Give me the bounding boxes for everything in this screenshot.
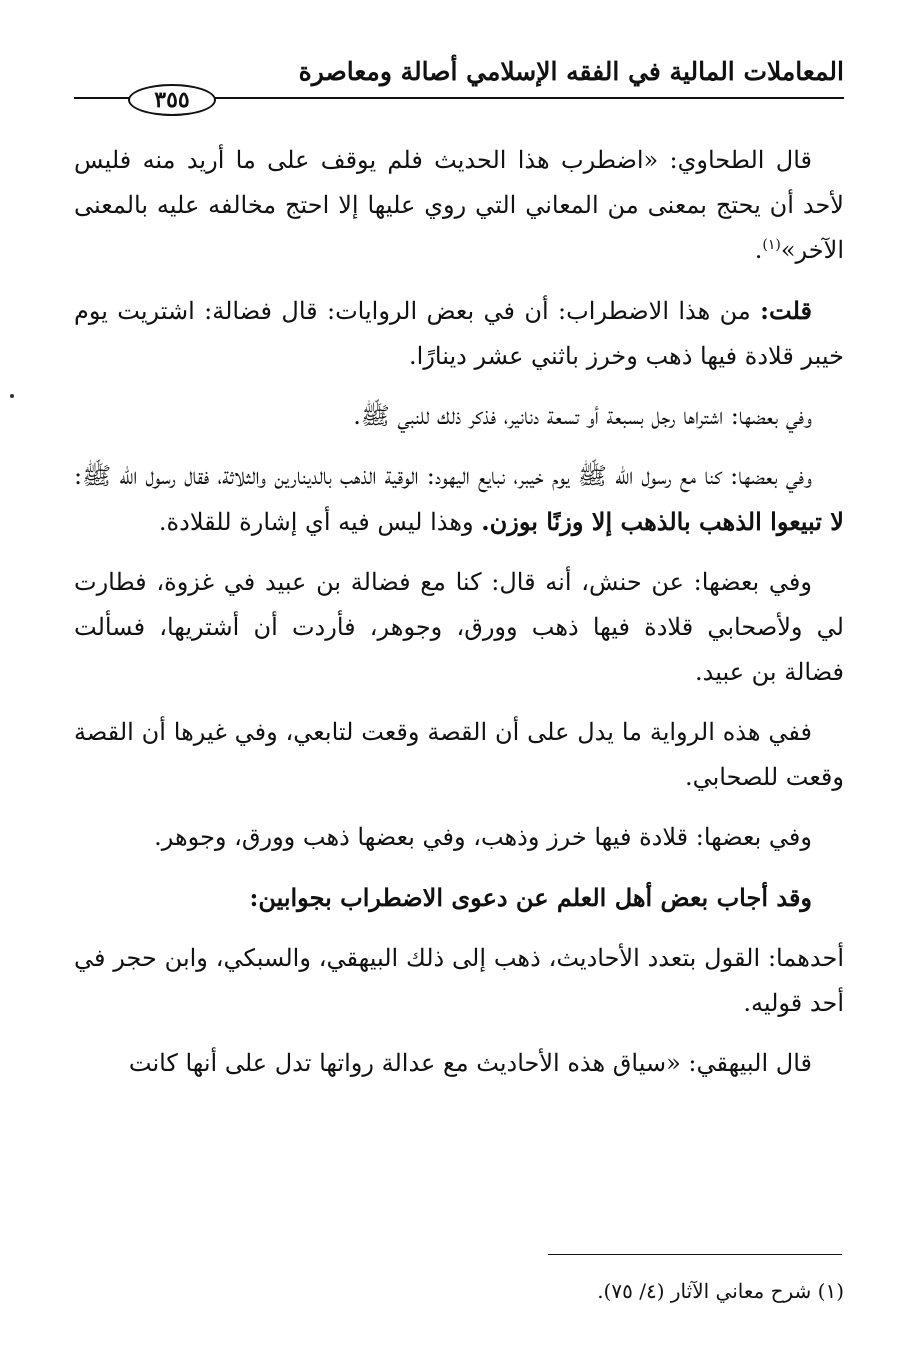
paragraph-lead: قلت: — [760, 296, 812, 325]
page-number-badge — [128, 84, 216, 116]
footnote-reference: (١) — [762, 237, 781, 253]
paragraph-text: وفي بعضها: كنا مع رسول الله ﷺ يوم خيبر، نبايع اليهود: الوقية الذهب بالدينارين والثلاثة، فقال رسول الله ﷺ: — [74, 462, 812, 490]
page-number: ٣٥٥ — [154, 87, 190, 113]
paragraph-bayhaqi-quote — [74, 1041, 844, 1086]
paragraph-variant-price — [74, 394, 844, 439]
paragraph-tabii-note — [74, 710, 844, 800]
paragraph-text: ففي هذه الرواية ما يدل على أن القصة وقعت لتابعي، وفي غيرها أن القصة وقعت للصحابي. — [74, 718, 844, 791]
running-header-title: المعاملات المالية في الفقه الإسلامي أصالة ومعاصرة — [298, 57, 844, 86]
section-heading-two-answers — [74, 875, 844, 921]
paragraph-text: قال البيهقي: «سياق هذه الأحاديث مع عدالة رواتها تدل على أنها كانت — [128, 1049, 812, 1077]
paragraph-text: أحدهما: القول بتعدد الأحاديث، ذهب إلى ذلك البيهقي، والسبكي، وابن حجر في أحد قوليه. — [74, 944, 844, 1017]
paragraph-text: من هذا الاضطراب: أن في بعض الروايات: قال فضالة: اشتريت يوم خيبر قلادة فيها ذهب وخرز باثني عشر دينارًا. — [74, 297, 844, 370]
margin-dot — [10, 394, 14, 398]
paragraph-tail: . — [754, 236, 763, 264]
footnote: (١) شرح معاني الآثار (٤/ ٧٥). — [597, 1279, 844, 1303]
paragraph-variant-contents — [74, 815, 844, 860]
paragraph-idtirab — [74, 288, 844, 379]
paragraph-text: وفي بعضها: قلادة فيها خرز وذهب، وفي بعضها ذهب وورق، وجوهر. — [154, 823, 812, 851]
paragraph-text: وفي بعضها: اشتراها رجل بسبعة أو تسعة دنانير، فذكر ذلك للنبي ﷺ. — [353, 402, 812, 430]
footnote-rule — [548, 1254, 842, 1255]
paragraph-text: قال الطحاوي: «اضطرب هذا الحديث فلم يوقف على ما أريد منه فليس لأحد أن يحتج بمعنى من المعاني التي روي عليها إلا احتج مخالفه عليه بالمعنى الآخر» — [74, 146, 844, 264]
paragraph-tail: وهذا ليس فيه أي إشارة للقلادة. — [158, 508, 482, 536]
hadith-quote: لا تبيعوا الذهب بالذهب إلا وزنًا بوزن. — [481, 507, 844, 536]
paragraph-tahawi-quote — [74, 138, 844, 273]
paragraph-text: وفي بعضها: عن حنش، أنه قال: كنا مع فضالة بن عبيد في غزوة، فطارت لي ولأصحابي قلادة فيها ذهب وورق، وجوهر، فأردت أن أشتريها، فسألت فضالة بن عبيد. — [74, 568, 844, 686]
paragraph-variant-khaybar — [74, 454, 844, 545]
heading-text: وقد أجاب بعض أهل العلم عن دعوى الاضطراب بجوابين: — [249, 883, 812, 912]
body-text — [74, 138, 844, 1101]
paragraph-first-answer — [74, 936, 844, 1026]
paragraph-variant-hanash — [74, 560, 844, 695]
